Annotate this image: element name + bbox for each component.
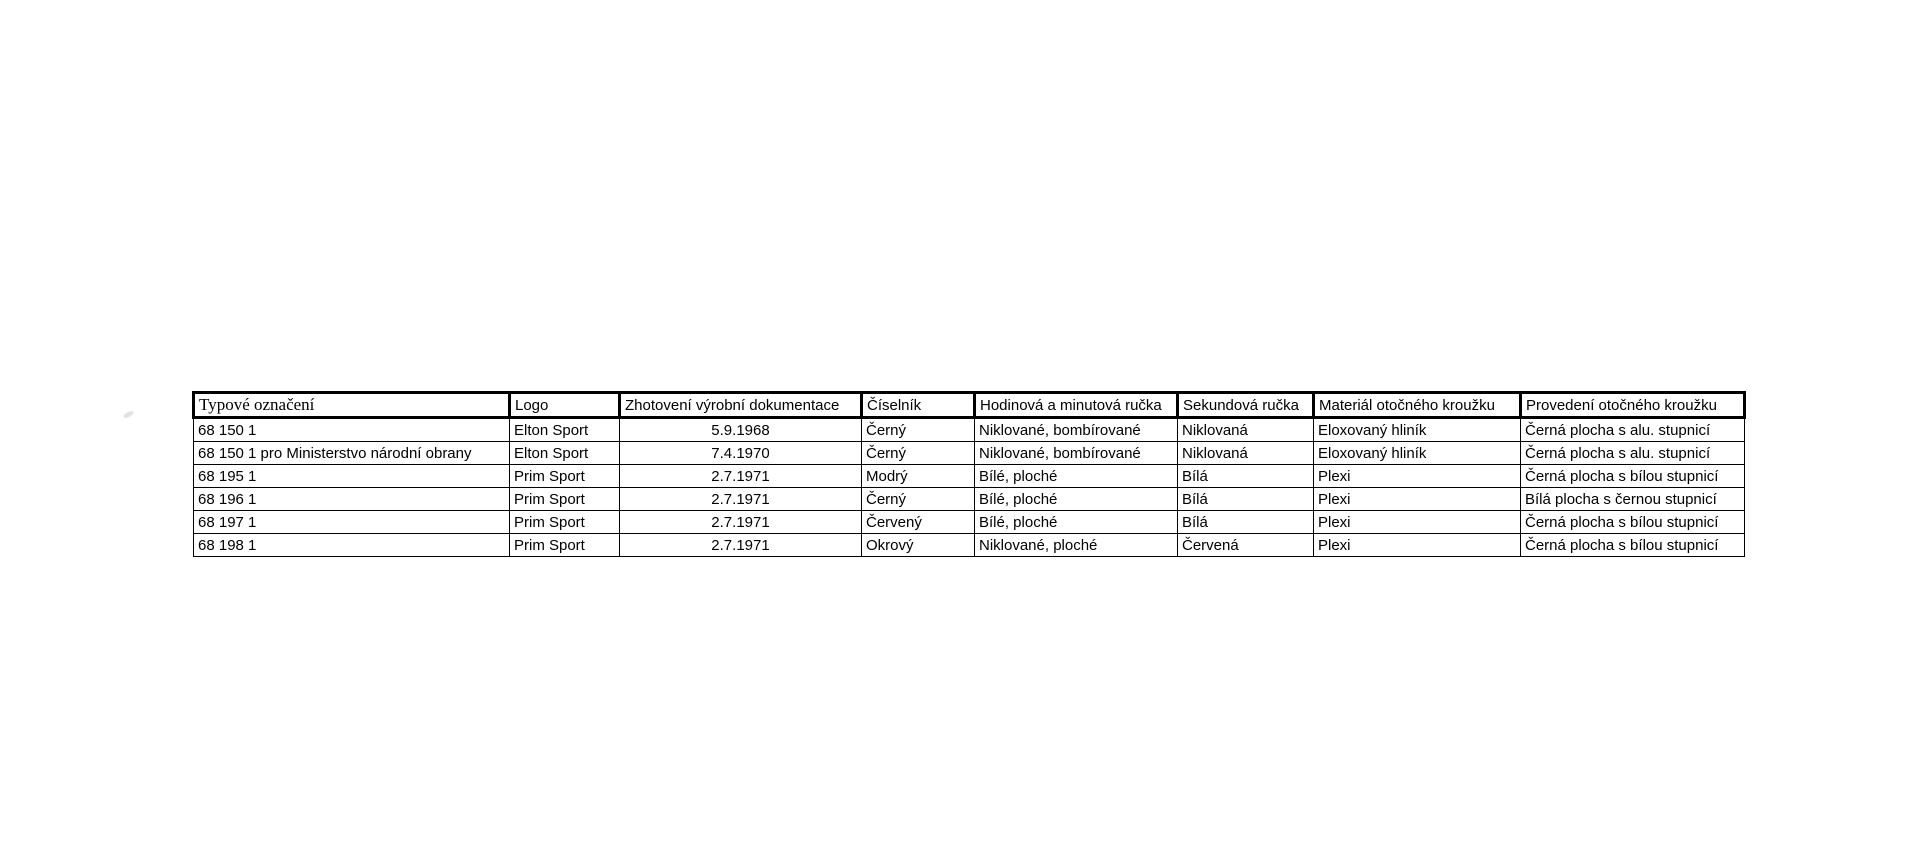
table-cell: Eloxovaný hliník [1314, 442, 1521, 465]
table-cell: Černá plocha s alu. stupnicí [1521, 442, 1745, 465]
col-header-logo: Logo [510, 393, 620, 418]
table-cell: Plexi [1314, 488, 1521, 511]
table-cell: Eloxovaný hliník [1314, 418, 1521, 442]
table-cell: Niklovaná [1178, 418, 1314, 442]
table-cell: Černý [862, 488, 975, 511]
table-cell: Okrový [862, 534, 975, 557]
table-cell: Černý [862, 442, 975, 465]
table-row [194, 511, 1745, 534]
col-header-material-otocneho-krouzku: Materiál otočného kroužku [1314, 393, 1521, 418]
col-header-typove-oznaceni: Typové označení [194, 393, 510, 418]
header-row [194, 393, 1745, 418]
col-header-zhotoveni-vyrobni-dokumentace: Zhotovení výrobní dokumentace [620, 393, 862, 418]
table-cell: Červený [862, 511, 975, 534]
table-cell: Niklované, bombírované [975, 418, 1178, 442]
table-cell: Bílá plocha s černou stupnicí [1521, 488, 1745, 511]
table-cell: Prim Sport [510, 488, 620, 511]
table-cell: Černý [862, 418, 975, 442]
table-cell: Plexi [1314, 534, 1521, 557]
table-row [194, 442, 1745, 465]
table-cell: Bílé, ploché [975, 488, 1178, 511]
col-header-hodinova-minutova-rucka: Hodinová a minutová ručka [975, 393, 1178, 418]
table-cell: 2.7.1971 [620, 488, 862, 511]
table-cell: Černá plocha s bílou stupnicí [1521, 534, 1745, 557]
table-cell: Černá plocha s bílou stupnicí [1521, 465, 1745, 488]
table-row [194, 465, 1745, 488]
table-cell: Bílé, ploché [975, 511, 1178, 534]
table-cell: Bílá [1178, 488, 1314, 511]
table-cell: 2.7.1971 [620, 534, 862, 557]
table-cell: Prim Sport [510, 534, 620, 557]
table-cell: 5.9.1968 [620, 418, 862, 442]
col-header-sekundova-rucka: Sekundová ručka [1178, 393, 1314, 418]
table-cell: Červená [1178, 534, 1314, 557]
table-cell: Plexi [1314, 465, 1521, 488]
col-header-provedeni-otocneho-krouzku: Provedení otočného kroužku [1521, 393, 1745, 418]
col-header-ciselnik: Číselník [862, 393, 975, 418]
table-row [194, 418, 1745, 442]
table-cell: Elton Sport [510, 418, 620, 442]
table-cell: 68 195 1 [194, 465, 510, 488]
scan-smudge-artifact [122, 410, 134, 420]
table-cell: Modrý [862, 465, 975, 488]
table-cell: Niklované, bombírované [975, 442, 1178, 465]
table-cell: Prim Sport [510, 511, 620, 534]
table-cell: Černá plocha s alu. stupnicí [1521, 418, 1745, 442]
table-cell: 68 150 1 [194, 418, 510, 442]
table-cell: Bílé, ploché [975, 465, 1178, 488]
table-cell: Niklovaná [1178, 442, 1314, 465]
table-cell: 2.7.1971 [620, 465, 862, 488]
table-cell: Černá plocha s bílou stupnicí [1521, 511, 1745, 534]
table-cell: Plexi [1314, 511, 1521, 534]
table-cell: 68 150 1 pro Ministerstvo národní obrany [194, 442, 510, 465]
table-cell: Bílá [1178, 465, 1314, 488]
table-cell: Prim Sport [510, 465, 620, 488]
table-cell: 68 197 1 [194, 511, 510, 534]
table-cell: Elton Sport [510, 442, 620, 465]
table-cell: 68 196 1 [194, 488, 510, 511]
table-cell: 68 198 1 [194, 534, 510, 557]
table-cell: 7.4.1970 [620, 442, 862, 465]
table-cell: Bílá [1178, 511, 1314, 534]
table-row [194, 534, 1745, 557]
table-row [194, 488, 1745, 511]
table-cell: 2.7.1971 [620, 511, 862, 534]
watch-spec-table [192, 391, 1746, 557]
table-cell: Niklované, ploché [975, 534, 1178, 557]
